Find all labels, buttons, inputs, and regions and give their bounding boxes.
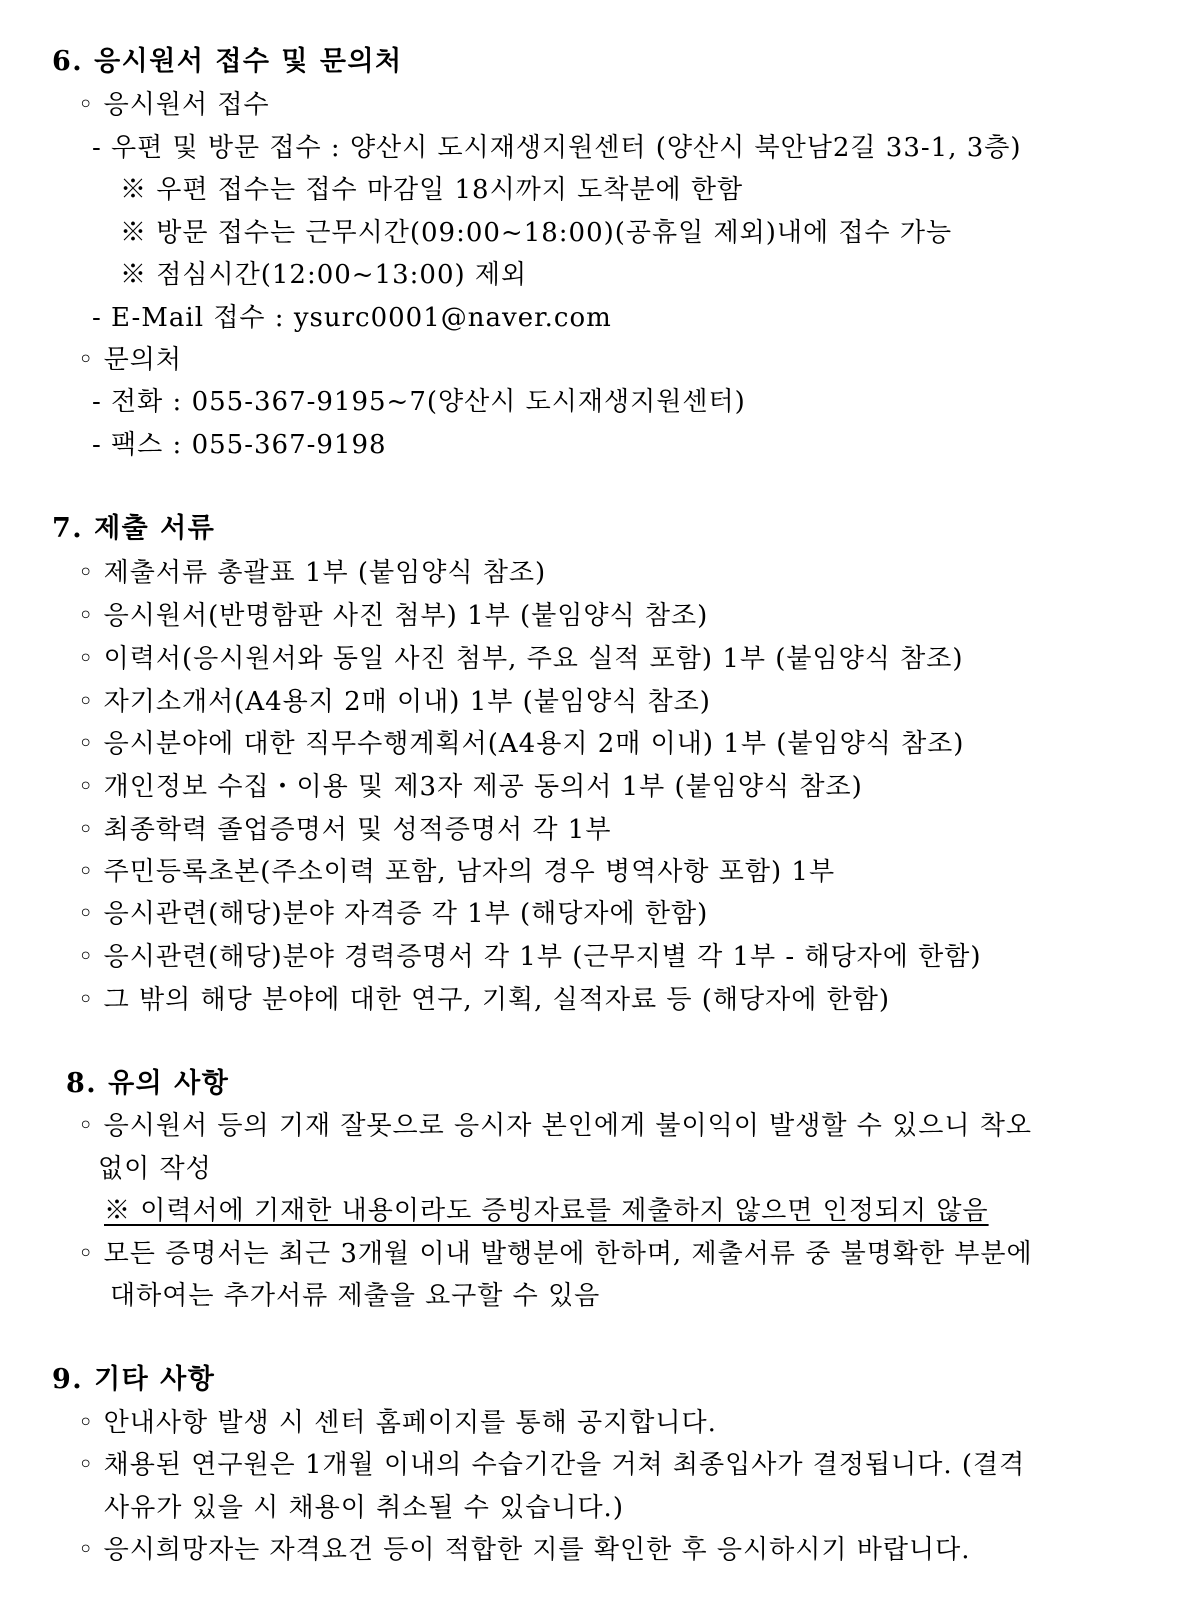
section-8-note-underlined: ※ 이력서에 기재한 내용이라도 증빙자료를 제출하지 않으면 인정되지 않음 <box>104 1196 989 1226</box>
section-9-item: ◦ 안내사항 발생 시 센터 홈페이지를 통해 공지합니다. <box>78 1408 717 1438</box>
section-7-title: 7. 제출 서류 <box>52 513 216 544</box>
section-9-item: ◦ 채용된 연구원은 1개월 이내의 수습기간을 거쳐 최종입사가 결정됩니다. (결격 <box>78 1450 1026 1480</box>
section-7-item: ◦ 응시관련(해당)분야 자격증 각 1부 (해당자에 한함) <box>78 899 709 929</box>
section-8-item-continued: 대하여는 추가서류 제출을 요구할 수 있음 <box>110 1281 601 1311</box>
section-7-item: ◦ 이력서(응시원서와 동일 사진 첨부, 주요 실적 포함) 1부 (붙임양식 참조) <box>78 644 964 674</box>
section-6-item-mail-visit: - 우편 및 방문 접수 : 양산시 도시재생지원센터 (양산시 북안남2길 33-1, 3층) <box>92 133 1022 163</box>
section-6-note-visit-hours: ※ 방문 접수는 근무시간(09:00~18:00)(공휴일 제외)내에 접수 가능 <box>120 218 953 248</box>
section-7-item: ◦ 응시관련(해당)분야 경력증명서 각 1부 (근무지별 각 1부 - 해당자에 한함) <box>78 942 982 972</box>
section-7-item: ◦ 자기소개서(A4용지 2매 이내) 1부 (붙임양식 참조) <box>78 687 711 717</box>
section-9-item: ◦ 응시희망자는 자격요건 등이 적합한 지를 확인한 후 응시하시기 바랍니다. <box>78 1535 971 1565</box>
section-6-title: 6. 응시원서 접수 및 문의처 <box>52 46 403 77</box>
section-9-title: 9. 기타 사항 <box>52 1364 216 1395</box>
section-7-item: ◦ 개인정보 수집・이용 및 제3자 제공 동의서 1부 (붙임양식 참조) <box>78 772 863 802</box>
section-7-item: ◦ 그 밖의 해당 분야에 대한 연구, 기획, 실적자료 등 (해당자에 한함) <box>78 985 890 1015</box>
section-7-item: ◦ 응시원서(반명함판 사진 첨부) 1부 (붙임양식 참조) <box>78 601 709 631</box>
section-6-item-contact: ◦ 문의처 <box>78 345 182 375</box>
section-6-note-lunch: ※ 점심시간(12:00~13:00) 제외 <box>120 260 528 290</box>
section-7-item: ◦ 주민등록초본(주소이력 포함, 남자의 경우 병역사항 포함) 1부 <box>78 857 836 887</box>
section-6-item-phone: - 전화 : 055-367-9195~7(양산시 도시재생지원센터) <box>92 387 746 417</box>
section-8-item: ◦ 응시원서 등의 기재 잘못으로 응시자 본인에게 불이익이 발생할 수 있으니 착오 <box>78 1111 1032 1141</box>
section-6-note-mail-deadline: ※ 우편 접수는 접수 마감일 18시까지 도착분에 한함 <box>120 175 744 205</box>
section-7-item: ◦ 최종학력 졸업증명서 및 성적증명서 각 1부 <box>78 815 612 845</box>
section-8-item-continued: 없이 작성 <box>98 1154 212 1184</box>
section-6-item-application: ◦ 응시원서 접수 <box>78 90 270 120</box>
section-7-item: ◦ 제출서류 총괄표 1부 (붙임양식 참조) <box>78 558 547 588</box>
section-7-item: ◦ 응시분야에 대한 직무수행계획서(A4용지 2매 이내) 1부 (붙임양식 참조) <box>78 729 965 759</box>
section-8-title: 8. 유의 사항 <box>66 1068 230 1099</box>
section-6-item-email: - E-Mail 접수 : ysurc0001@naver.com <box>92 303 612 333</box>
section-9-item-continued: 사유가 있을 시 채용이 취소될 수 있습니다.) <box>104 1493 624 1523</box>
section-6-item-fax: - 팩스 : 055-367-9198 <box>92 430 387 460</box>
section-8-item: ◦ 모든 증명서는 최근 3개월 이내 발행분에 한하며, 제출서류 중 불명확한 부분에 <box>78 1239 1033 1269</box>
